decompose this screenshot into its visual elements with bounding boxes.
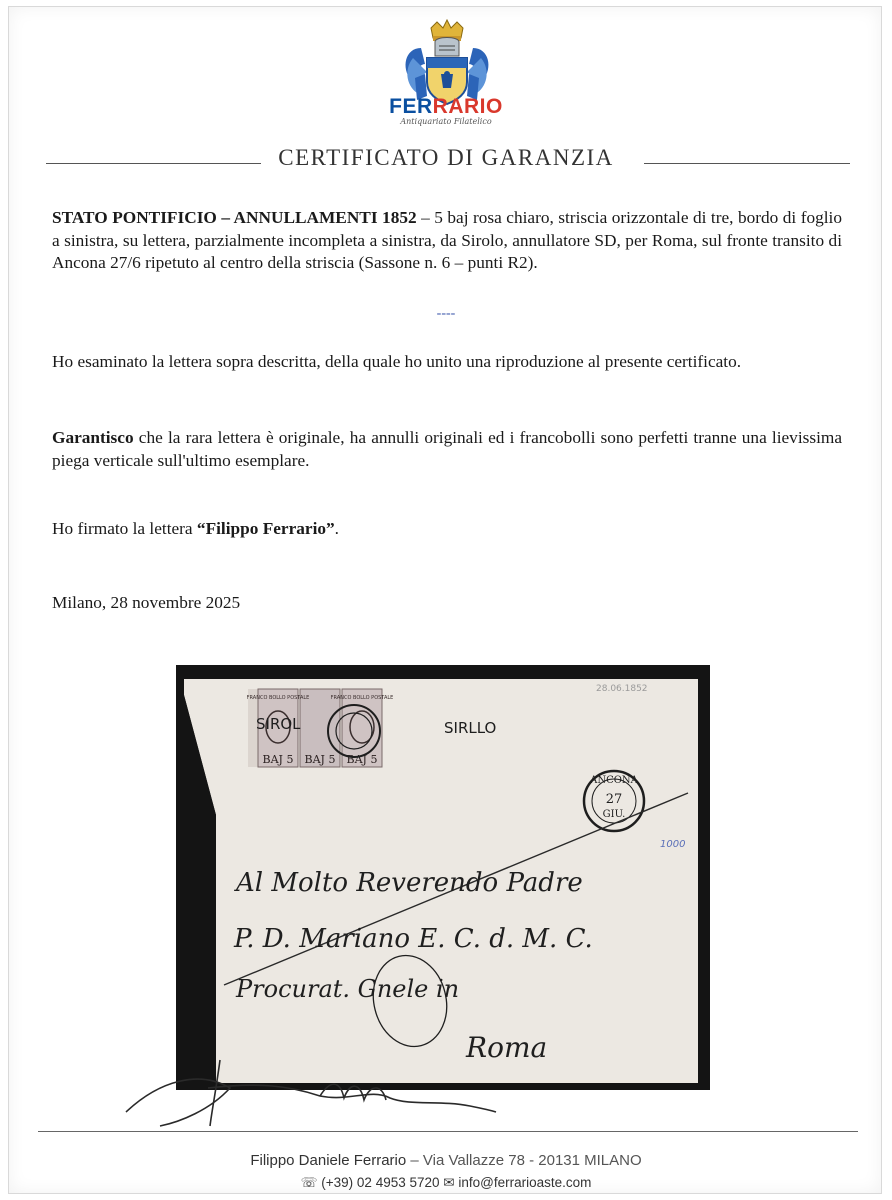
postmark-day: 27 xyxy=(605,792,623,807)
brand-name-part1: FER xyxy=(389,95,433,118)
brand-name-part2: RARIO xyxy=(432,95,503,118)
examination-statement: Ho esaminato la lettera sopra descritta, della quale ho unito una riproduzione al presente certificato. xyxy=(52,352,742,371)
handwritten-signature xyxy=(120,1040,500,1130)
title-rule-right xyxy=(644,163,850,164)
lot-description-text: – 5 baj rosa chiaro, striscia orizzontale di tre, bordo di foglio a sinistra, su lettera, parzialmente incompleta a sinistra, da Sirolo, annullatore SD, per Roma, sul fronte transito di Ancona 27/6 ripetuto al centro della striscia (Sassone n. 6 – punti R2). xyxy=(52,208,842,272)
footer-name: Filippo Daniele Ferrario xyxy=(250,1152,407,1169)
signature-statement xyxy=(52,518,842,541)
footer-rule xyxy=(38,1131,858,1132)
stamp-label-3: FRANCO BOLLO POSTALE xyxy=(330,695,394,701)
footer-street-address: – Via Vallazze 78 - 20131 MILANO xyxy=(406,1152,642,1169)
stamp-value-3: BAJ 5 xyxy=(346,753,378,766)
postmark-city: ANCONA xyxy=(590,775,638,786)
stamp-label-1: FRANCO BOLLO POSTALE xyxy=(246,695,310,701)
section-separator: ---- xyxy=(436,306,456,321)
pencil-note: 28.06.1852 xyxy=(596,684,648,694)
guarantee-statement xyxy=(52,427,842,472)
place-and-date: Milano, 28 novembre 2025 xyxy=(52,593,241,612)
blue-pencil-note: 1000 xyxy=(660,839,686,850)
footer-address xyxy=(0,1152,892,1169)
letter-reproduction-image xyxy=(176,665,710,1090)
footer-phone[interactable]: (+39) 02 4953 5720 xyxy=(321,1175,440,1190)
signature-statement-end: . xyxy=(334,519,339,538)
address-line-3: Procurat. Gnele in xyxy=(236,975,460,1003)
sirolo-cancel-left: SIROL xyxy=(256,715,301,733)
address-line-4: Roma xyxy=(466,1031,548,1064)
guarantee-keyword: Garantisco xyxy=(52,428,134,447)
address-line-1: Al Molto Reverendo Padre xyxy=(236,868,583,898)
sirolo-cancel-right: SIRLLO xyxy=(444,719,497,737)
certificate-title: CERTIFICATO DI GARANZIA xyxy=(278,145,614,170)
footer-email[interactable]: info@ferrarioaste.com xyxy=(458,1175,592,1190)
envelope-icon: ✉ xyxy=(443,1175,455,1190)
stamp-value-2: BAJ 5 xyxy=(304,753,336,766)
signature-statement-text: Ho firmato la lettera xyxy=(52,519,197,538)
brand-tagline: Antiquariato Filatelico xyxy=(400,117,492,126)
signature-name-quote: “Filippo Ferrario” xyxy=(196,519,335,538)
postmark-month: GIU. xyxy=(602,809,626,820)
phone-icon: ☏ xyxy=(300,1175,318,1190)
guarantee-text: che la rara lettera è originale, ha annulli originali ed i francobolli sono perfetti tranne una lievissima piega verticale sull'ultimo esemplare. xyxy=(52,428,842,470)
footer-contacts xyxy=(0,1175,892,1191)
brand-name xyxy=(0,95,892,119)
lot-description xyxy=(52,207,842,275)
stamp-value-1: BAJ 5 xyxy=(262,753,294,766)
lot-heading: STATO PONTIFICIO – ANNULLAMENTI 1852 xyxy=(52,208,417,227)
address-line-2: P. D. Mariano E. C. d. M. C. xyxy=(234,924,593,954)
